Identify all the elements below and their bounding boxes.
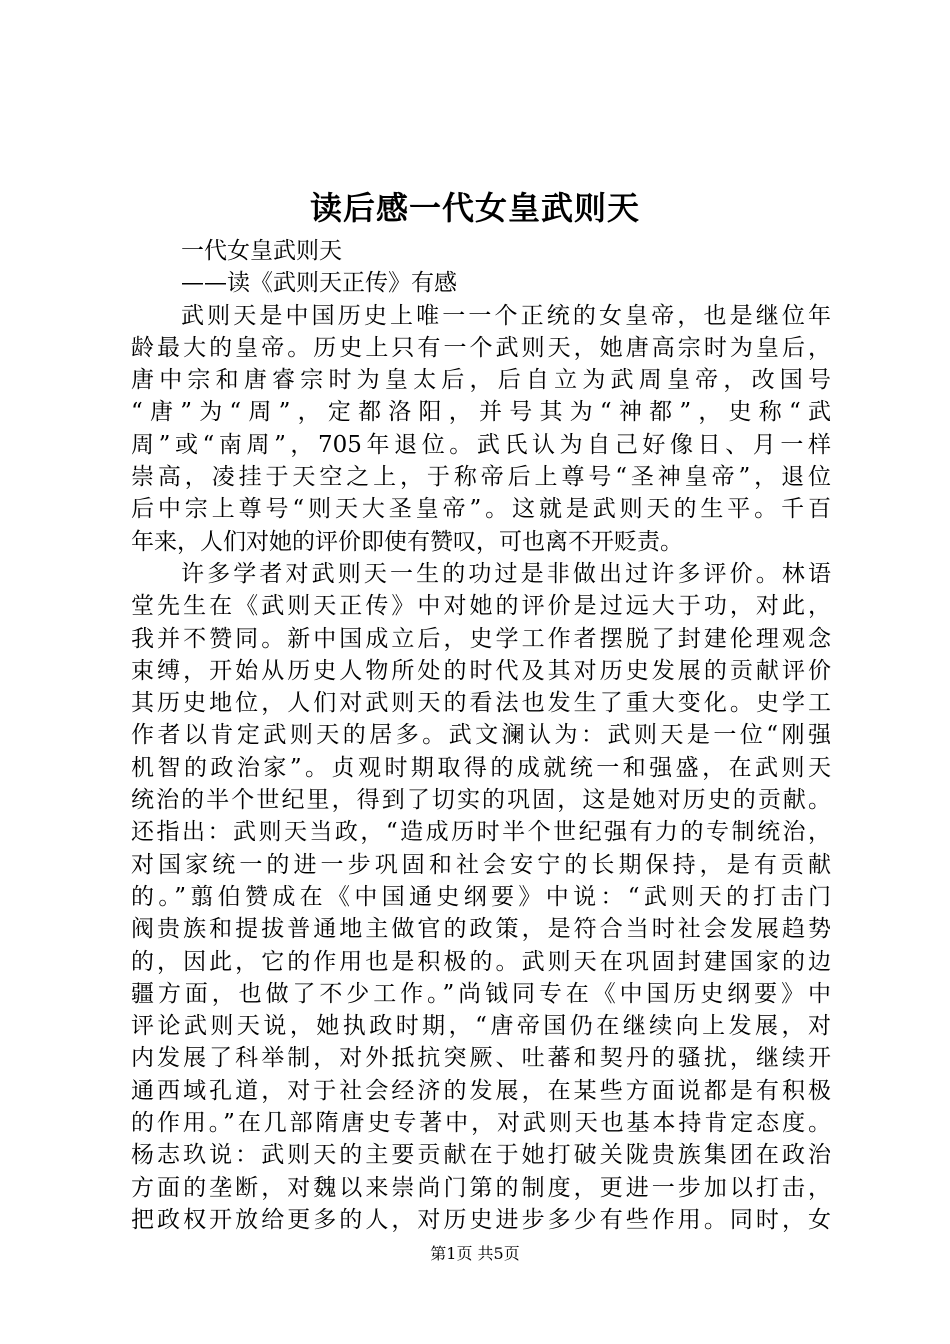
- text-line: 杨志玖说：武则天的主要贡献在于她打破关陇贵族集团在政治: [131, 1142, 831, 1169]
- text-line: 对国家统一的进一步巩固和社会安宁的长期保持，是有贡献: [131, 851, 831, 878]
- text-line: 把政权开放给更多的人，对历史进步多少有些作用。同时，女: [131, 1206, 831, 1233]
- text-line: 崇高，凌挂于天空之上，于称帝后上尊号“圣神皇帝”，退位: [131, 464, 831, 491]
- text-line: 的。”翦伯赞成在《中国通史纲要》中说：“武则天的打击门: [131, 883, 831, 910]
- text-line: 方面的垄断，对魏以来崇尚门第的制度，更进一步加以打击，: [131, 1174, 831, 1201]
- text-line: 还指出：武则天当政，“造成历时半个世纪强有力的专制统治，: [131, 819, 831, 846]
- text-line: 龄最大的皇帝。历史上只有一个武则天，她唐高宗时为皇后，: [131, 334, 831, 361]
- text-line: “唐”为“周”，定都洛阳，并号其为“神都”，史称“武: [131, 399, 831, 426]
- text-line: 一代女皇武则天: [181, 238, 342, 264]
- text-line: 年来，人们对她的评价即使有赞叹，可也离不开贬责。: [131, 528, 683, 555]
- text-line: 通西域孔道，对于社会经济的发展，在某些方面说都是有积极: [131, 1077, 831, 1104]
- text-line: 作者以肯定武则天的居多。武文澜认为：武则天是一位“刚强: [131, 722, 831, 749]
- text-line: 阀贵族和提拔普通地主做官的政策，是符合当时社会发展趋势: [131, 916, 831, 943]
- text-line: 周”或“南周”，705年退位。武氏认为自己好像日、月一样: [131, 431, 831, 458]
- text-line: 评论武则天说，她执政时期，“唐帝国仍在继续向上发展，对: [131, 1013, 831, 1040]
- text-line: 唐中宗和唐睿宗时为皇太后，后自立为武周皇帝，改国号: [131, 367, 831, 394]
- text-line: 疆方面，也做了不少工作。”尚钺同专在《中国历史纲要》中: [131, 980, 831, 1007]
- text-line: ——读《武则天正传》有感: [181, 270, 457, 297]
- page-indicator: 第1页 共5页: [430, 1244, 520, 1263]
- text-line: 许多学者对武则天一生的功过是非做出过许多评价。林语: [181, 560, 831, 587]
- text-line: 武则天是中国历史上唯一一个正统的女皇帝，也是继位年: [181, 302, 831, 329]
- text-line: 堂先生在《武则天正传》中对她的评价是过远大于功，对此，: [131, 593, 831, 620]
- text-line: 后中宗上尊号“则天大圣皇帝”。这就是武则天的生平。千百: [131, 496, 831, 523]
- document-title: 读后感一代女皇武则天: [309, 189, 640, 227]
- text-line: 我并不赞同。新中国成立后，史学工作者摆脱了封建伦理观念: [131, 625, 831, 652]
- text-line: 内发展了科举制，对外抵抗突厥、吐蕃和契丹的骚扰，继续开: [131, 1045, 831, 1072]
- text-line: 统治的半个世纪里，得到了切实的巩固，这是她对历史的贡献。: [131, 787, 831, 814]
- text-line: 其历史地位，人们对武则天的看法也发生了重大变化。史学工: [131, 690, 831, 717]
- text-line: 束缚，开始从历史人物所处的时代及其对历史发展的贡献评价: [131, 657, 831, 684]
- text-line: 的作用。”在几部隋唐史专著中，对武则天也基本持肯定态度。: [131, 1110, 831, 1137]
- document-body: [131, 235, 831, 1236]
- text-line: 机智的政治家”。贞观时期取得的成就统一和强盛，在武则天: [131, 754, 831, 781]
- text-line: 的，因此，它的作用也是积极的。武则天在巩固封建国家的边: [131, 948, 831, 975]
